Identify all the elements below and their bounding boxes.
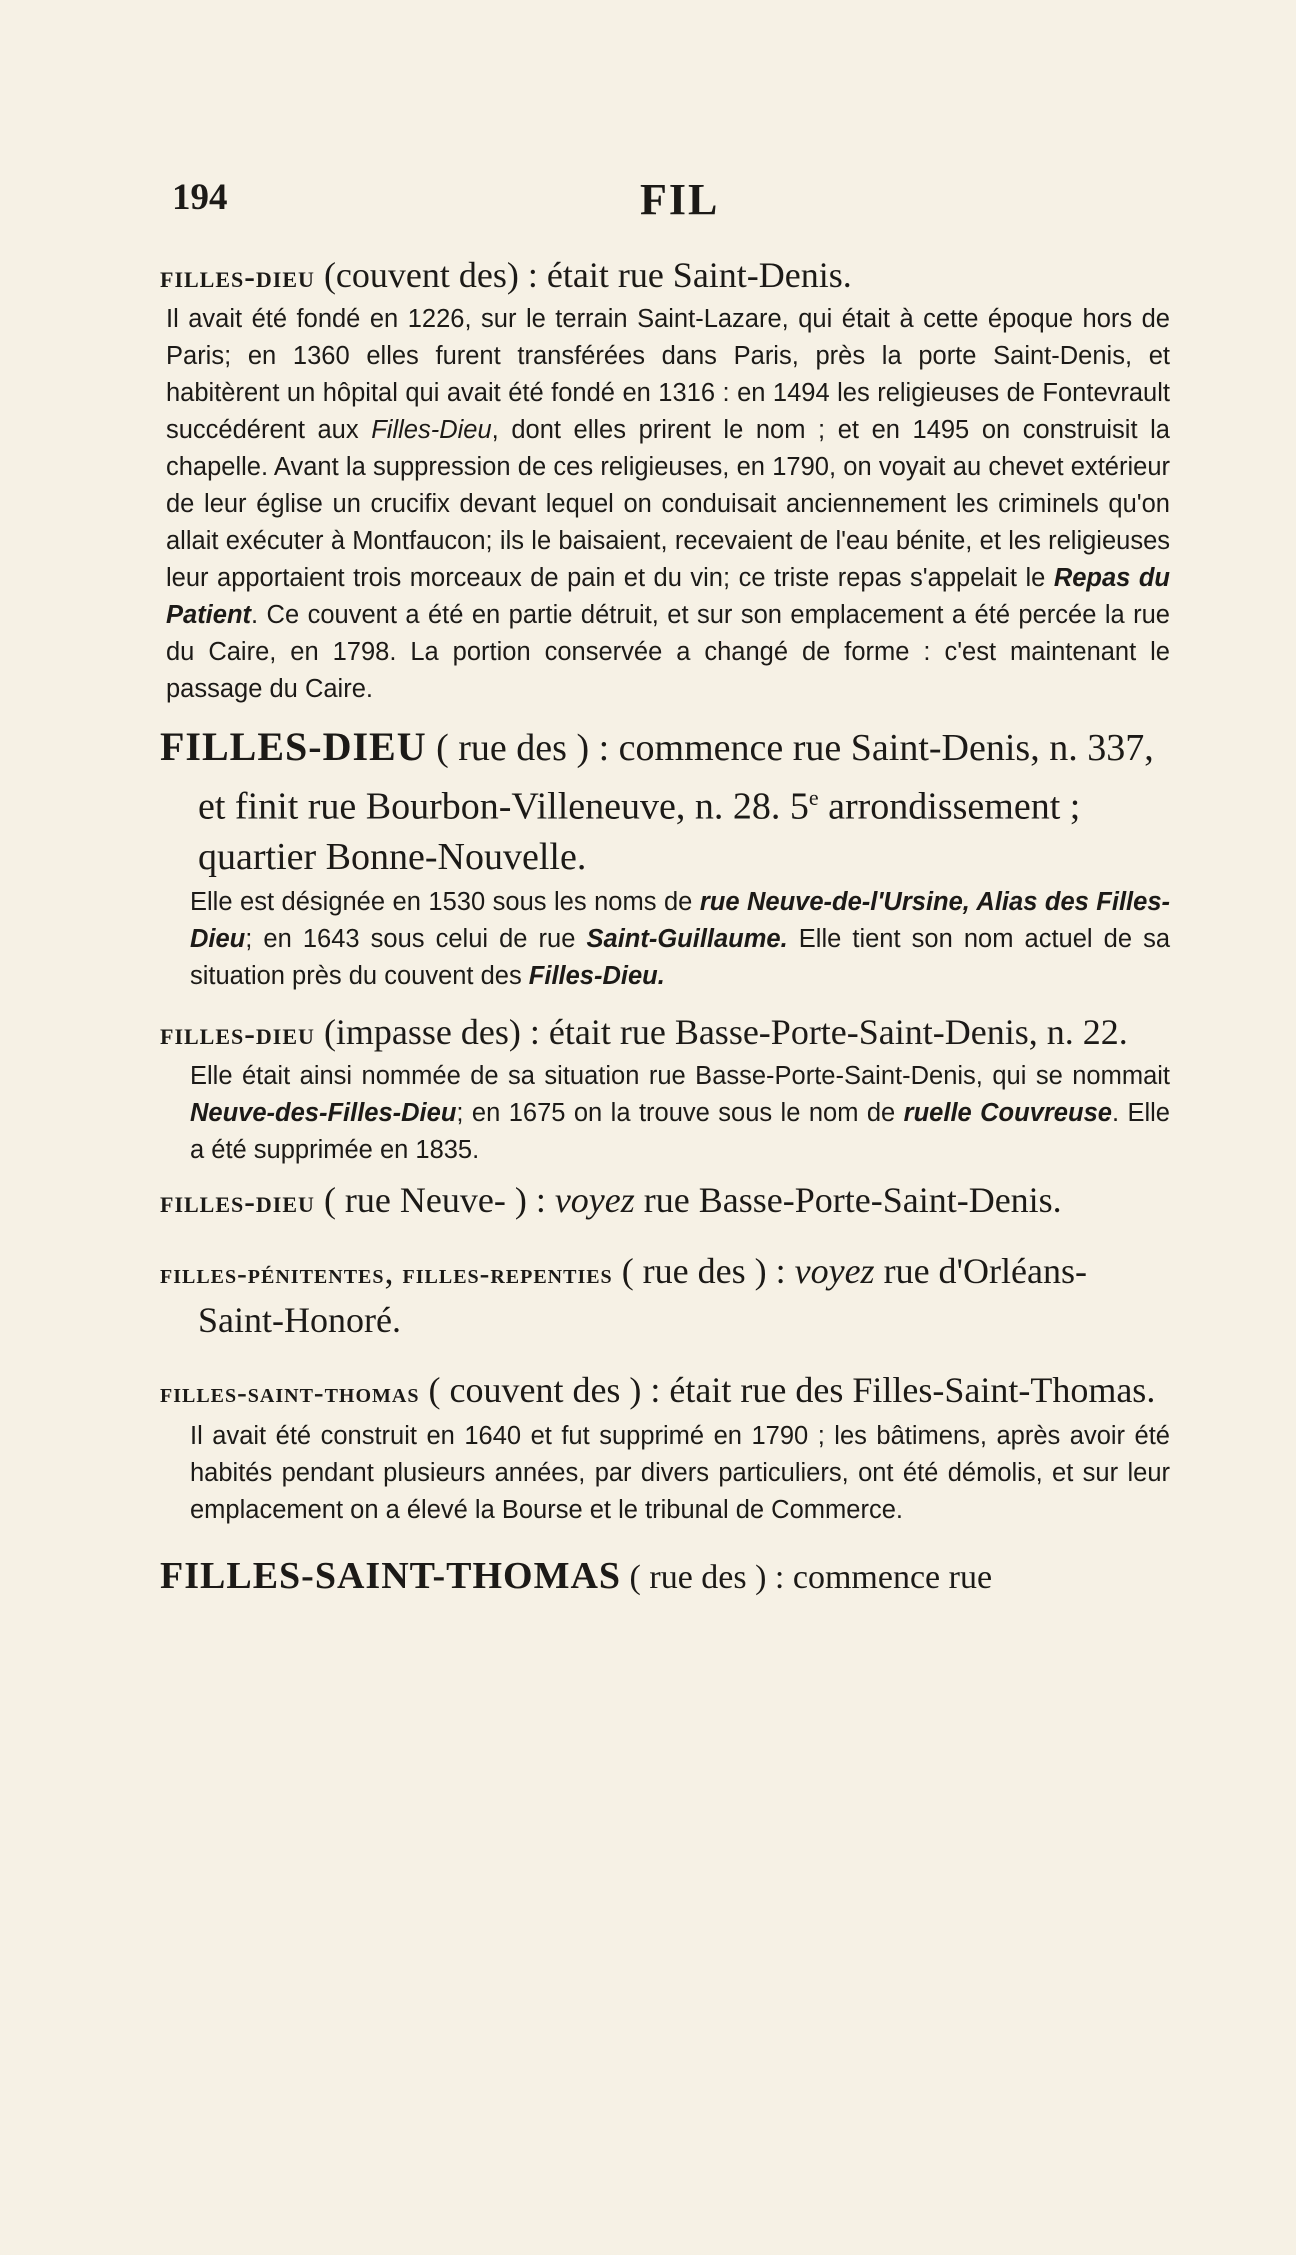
entry-impasse-filles-dieu	[160, 1009, 1170, 1169]
entry-headword: FILLES-SAINT-THOMAS	[160, 1554, 622, 1597]
entry-heading-text: ( rue des ) : commence rue Saint-Denis, n. 337, et finit rue Bourbon-Villeneuve, n. 28. 5	[198, 727, 1154, 828]
body-italic: Filles-Dieu.	[528, 961, 665, 990]
entry-heading-text: ( rue des ) : commence rue	[621, 1558, 993, 1596]
body-italic: Neuve-des-Filles-Dieu	[190, 1098, 457, 1127]
entry-body	[160, 1058, 1170, 1169]
body-text: Il avait été fondé en 1226, sur le terrain Saint-Lazare, qui était à cette époque hors de Paris; en 1360 elles furent transférées dans Paris, près la porte Saint-Denis, et habitèrent un hôpital qui avait été fondé en 1316 : en 1494 les religieuses de Fontevrault succédérent aux	[166, 305, 1170, 444]
entry-couvent-filles-dieu	[160, 252, 1170, 708]
body-text: , dont elles prirent le nom ; et en 1495 on construisit la chapelle. Avant la suppression de ces religieuses, en 1790, on voyait au chevet extérieur de leur église un crucifix devant lequel on conduisait anciennement les criminels qu'on allait exécuter à Montfaucon; ils le baisaient, recevaient de l'eau bénite, et les religieuses leur apportaient trois morceaux de pain et du vin; ce triste repas s'appelait le	[166, 416, 1170, 592]
entry-heading-text-end: rue d'Orléans-Saint-Honoré.	[198, 1250, 1087, 1340]
cross-reference-voyez: voyez	[554, 1179, 635, 1220]
entry-heading	[160, 722, 1170, 882]
entry-body	[160, 301, 1170, 708]
entry-heading	[160, 1248, 1170, 1343]
entry-heading	[160, 1177, 1170, 1224]
entry-heading	[160, 1367, 1170, 1416]
headword-separator: ,	[384, 1250, 403, 1291]
entry-headword: filles-dieu	[160, 1014, 315, 1051]
entry-heading	[160, 1553, 1170, 1601]
entry-body: Il avait été construit en 1640 et fut supprimé en 1790 ; les bâtimens, après avoir été habités pendant plusieurs années, par divers particuliers, ont été démolis, et sur leur emplacement on a élevé la Bourse et le tribunal de Commerce.	[190, 1421, 1170, 1524]
body-text: ; en 1675 on la trouve sous le nom de	[456, 1098, 904, 1127]
page-header	[160, 176, 1160, 236]
body-italic: Saint-Guillaume.	[586, 924, 788, 953]
entry-headword: filles-pénitentes	[160, 1257, 385, 1290]
entry-heading-text-end: rue Basse-Porte-Saint-Denis.	[634, 1179, 1062, 1220]
entry-rue-neuve-filles-dieu	[160, 1177, 1170, 1224]
entry-couvent-filles-saint-thomas	[160, 1367, 1170, 1529]
running-head: FIL	[640, 175, 720, 224]
entry-heading	[160, 252, 1170, 299]
body-text: Elle est désignée en 1530 sous les noms de	[190, 887, 700, 916]
entry-heading	[160, 1009, 1170, 1056]
body-text: ; en 1643 sous celui de rue	[245, 924, 587, 953]
entry-headword: filles-saint-thomas	[160, 1376, 420, 1409]
body-italic: Repas du Patient	[166, 564, 1170, 629]
entry-heading-text: (impasse des) : était rue Basse-Porte-Saint-Denis, n. 22.	[314, 1011, 1128, 1052]
body-text: Elle était ainsi nommée de sa situation rue Basse-Porte-Saint-Denis, qui se nommait	[190, 1061, 1170, 1090]
body-text: . Ce couvent a été en partie détruit, et sur son emplacement a été percée la rue du Caire, en 1798. La portion conservée a changé de forme : c'est maintenant le passage du Caire.	[166, 601, 1170, 703]
ordinal-superscript: e	[808, 785, 819, 810]
entry-headword: filles-dieu	[160, 1182, 315, 1219]
body-text: . Elle a été supprimée en 1835.	[190, 1098, 1170, 1164]
entry-body	[160, 884, 1170, 995]
entry-heading-text: ( rue des ) :	[612, 1250, 795, 1291]
entry-heading-text-end: arrondissement ; quartier Bonne-Nouvelle.	[198, 785, 1081, 878]
entry-heading-text: (couvent des) : était rue Saint-Denis.	[314, 255, 852, 295]
entry-heading-text: ( couvent des ) : était rue des Filles-Saint-Thomas.	[419, 1369, 1156, 1410]
entry-headword: filles-dieu	[160, 258, 315, 294]
body-italic: ruelle Couvreuse	[903, 1098, 1112, 1127]
entry-headword: FILLES-DIEU	[160, 724, 427, 769]
page-body	[160, 252, 1170, 1601]
body-italic: rue Neuve-de-l'Ursine, Alias des Filles-Dieu	[190, 887, 1170, 953]
entry-heading-text: ( rue Neuve- ) :	[314, 1179, 555, 1220]
cross-reference-voyez: voyez	[794, 1250, 875, 1291]
page-number: 194	[172, 177, 228, 218]
entry-headword-2: filles-repenties	[402, 1257, 613, 1290]
body-text: Elle tient son nom actuel de sa situation près du couvent des	[190, 924, 1171, 990]
entry-rue-filles-saint-thomas	[160, 1553, 1170, 1601]
body-italic: Filles-Dieu	[371, 416, 492, 444]
entry-rue-filles-dieu	[160, 722, 1170, 995]
entry-filles-penitentes	[160, 1248, 1170, 1343]
